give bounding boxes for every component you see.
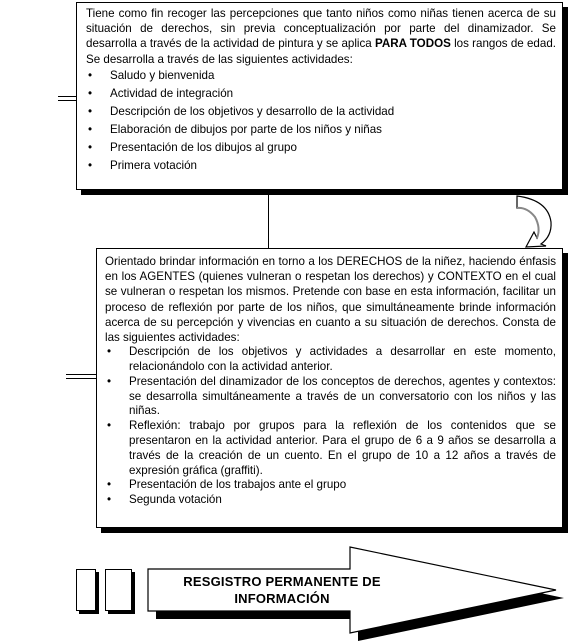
- bullet-icon: •: [88, 158, 93, 172]
- list-item-label: Saludo y bienvenida: [110, 68, 215, 82]
- second-activity-list: [105, 345, 556, 508]
- list-item: [105, 375, 556, 419]
- list-item-label: Descripción de los objetivos y desarrollo de la actividad: [110, 104, 395, 118]
- description-emphasis: PARA TODOS: [375, 37, 451, 51]
- banner-tab-left: [76, 569, 96, 611]
- banner-label: [174, 573, 390, 607]
- list-item-label: Elaboración de dibujos por parte de los niños y niñas: [110, 122, 382, 136]
- list-item: [105, 478, 556, 493]
- list-item: [86, 85, 556, 103]
- first-activity-box: [76, 2, 563, 190]
- second-activity-description: Orientado brindar información en torno a los DERECHOS de la niñez, haciendo énfasis en los AGENTES (quienes vulneran o respetan los derechos) y CONTEXTO en el cual se vulneran o respetan los mismos. Pretende con base en esta información, facilitar un proceso de reflexión por parte de los niños, que simultáneamente brinde información acerca de su percepción y vivencias en cuanto a su situación de derechos. Consta de las siguientes actividades:: [105, 255, 556, 345]
- banner-label-line-1: RESGISTRO PERMANENTE DE: [183, 574, 381, 589]
- list-item-label: Presentación de los trabajos ante el grupo: [129, 478, 347, 492]
- bullet-icon: •: [107, 478, 112, 492]
- description-text-end: los rangos de edad. Se desarrolla a través de las siguientes actividades:: [86, 37, 556, 66]
- list-item: [86, 67, 556, 85]
- second-activity-box: [96, 248, 563, 528]
- list-item: [86, 121, 556, 139]
- list-item: [86, 157, 556, 175]
- list-item: [105, 345, 556, 375]
- bullet-icon: •: [107, 493, 112, 507]
- banner-tab-right: [105, 569, 132, 611]
- bullet-icon: •: [107, 419, 112, 433]
- list-item-label: Primera votación: [110, 158, 197, 172]
- list-item-label: Reflexión: trabajo por grupos para la reflexión de los contenidos que se presentaron en la actividad anterior. Para el grupo de 6 a 9 años se desarrolla a través de la creación de un cuento. En el grupo de 10 a 12 años a través de expresión gráfica (graffiti).: [129, 419, 556, 477]
- banner-label-line-2: INFORMACIÓN: [234, 591, 330, 606]
- list-item-label: Actividad de integración: [110, 86, 234, 100]
- bullet-icon: •: [88, 140, 93, 154]
- description-text: Tiene como fin recoger las percepciones que tanto niños como niñas tienen acerca de su situación de derechos, sin previa conceptualización por parte del dinamizador. Se desarrolla a través de la actividad de pintura y se aplica: [86, 7, 556, 51]
- curved-arrow: [517, 196, 551, 247]
- bullet-icon: •: [88, 68, 93, 82]
- bullet-icon: •: [107, 345, 112, 359]
- list-item: [105, 419, 556, 478]
- list-item: [86, 103, 556, 121]
- bullet-icon: •: [88, 122, 93, 136]
- list-item: [86, 139, 556, 157]
- bullet-icon: •: [88, 104, 93, 118]
- list-item: [105, 493, 556, 508]
- list-item-label: Presentación del dinamizador de los conceptos de derechos, agentes y contextos: se desarrolla simultáneamente a través de un conversatorio con los niños y las niñas.: [129, 374, 556, 418]
- bullet-icon: •: [107, 374, 112, 388]
- list-item-label: Presentación de los dibujos al grupo: [110, 140, 297, 154]
- first-activity-description: [86, 6, 556, 67]
- list-item-label: Descripción de los objetivos y actividades a desarrollar en este momento, relacionándolo con la actividad anterior.: [129, 345, 556, 374]
- first-activity-list: [86, 67, 556, 175]
- list-item-label: Segunda votación: [129, 493, 222, 507]
- bullet-icon: •: [88, 86, 93, 100]
